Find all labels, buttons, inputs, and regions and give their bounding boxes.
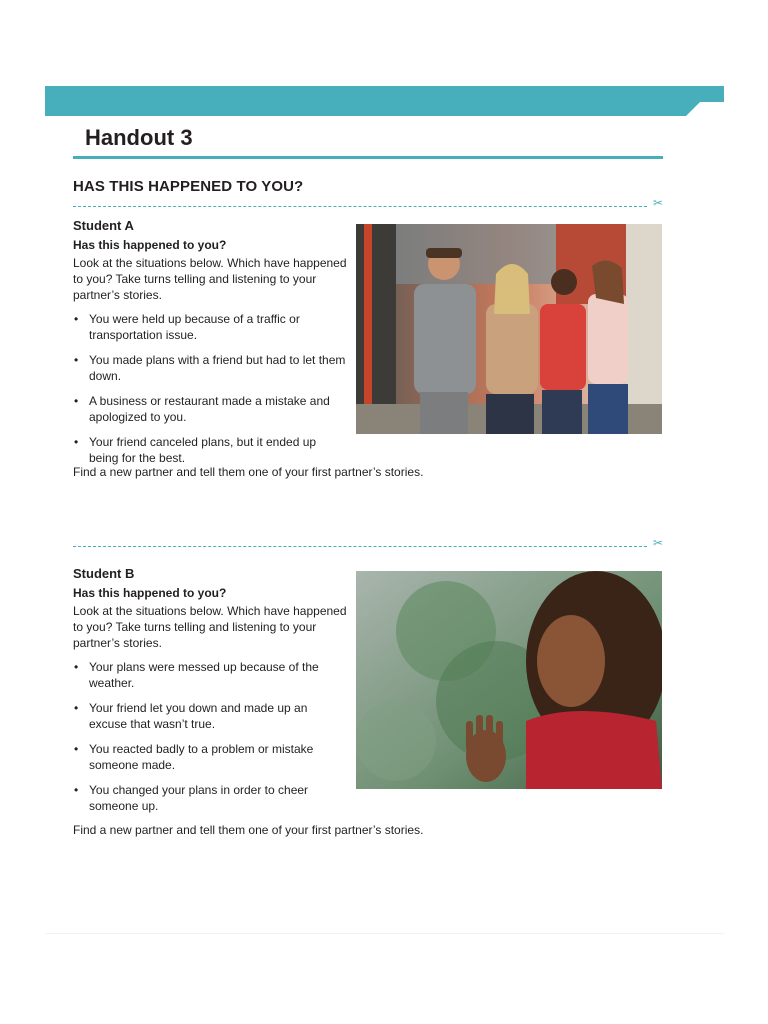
student-a-label: Student A bbox=[73, 218, 134, 233]
student-b-section bbox=[73, 566, 348, 823]
student-b-intro: Look at the situations below. Which have happened to you? Take turns telling and listening to your partner’s stories. bbox=[73, 604, 347, 650]
list-item: • You reacted badly to a problem or mistake someone made. bbox=[73, 741, 348, 773]
page-bottom-edge bbox=[45, 933, 724, 934]
student-b-question: Has this happened to you? bbox=[73, 586, 227, 600]
handout-title: Handout 3 bbox=[85, 125, 193, 150]
student-b-closing: Find a new partner and tell them one of your first partner’s stories. bbox=[73, 823, 424, 837]
list-item: • Your friend let you down and made up an excuse that wasn’t true. bbox=[73, 700, 348, 732]
list-item: • You changed your plans in order to cheer someone up. bbox=[73, 782, 348, 814]
student-a-intro: Look at the situations below. Which have happened to you? Take turns telling and listening to your partner’s stories. bbox=[73, 256, 347, 302]
list-item: • You were held up because of a traffic or transportation issue. bbox=[73, 311, 348, 343]
scissors-icon: ✂ bbox=[652, 196, 663, 210]
cut-line-b bbox=[73, 536, 663, 552]
student-a-list bbox=[73, 311, 348, 466]
dashed-divider bbox=[73, 546, 647, 547]
photo-rainy-window bbox=[356, 571, 662, 789]
student-b-list bbox=[73, 659, 348, 814]
photo-bus-queue bbox=[356, 224, 662, 434]
list-item: • Your friend canceled plans, but it ended up being for the best. bbox=[73, 434, 348, 466]
student-a-question: Has this happened to you? bbox=[73, 238, 227, 252]
student-b-label: Student B bbox=[73, 566, 135, 581]
dashed-divider bbox=[73, 206, 647, 207]
scissors-icon: ✂ bbox=[652, 536, 663, 550]
list-item: • A business or restaurant made a mistake and apologized to you. bbox=[73, 393, 348, 425]
list-item: • Your plans were messed up because of the weather. bbox=[73, 659, 348, 691]
cut-line-a bbox=[73, 196, 663, 212]
header-bar bbox=[45, 86, 724, 116]
student-a-closing: Find a new partner and tell them one of your first partner’s stories. bbox=[73, 465, 424, 479]
student-a-section bbox=[73, 218, 348, 475]
page-heading: HAS THIS HAPPENED TO YOU? bbox=[73, 178, 304, 195]
title-rule bbox=[73, 156, 663, 159]
list-item: • You made plans with a friend but had to let them down. bbox=[73, 352, 348, 384]
